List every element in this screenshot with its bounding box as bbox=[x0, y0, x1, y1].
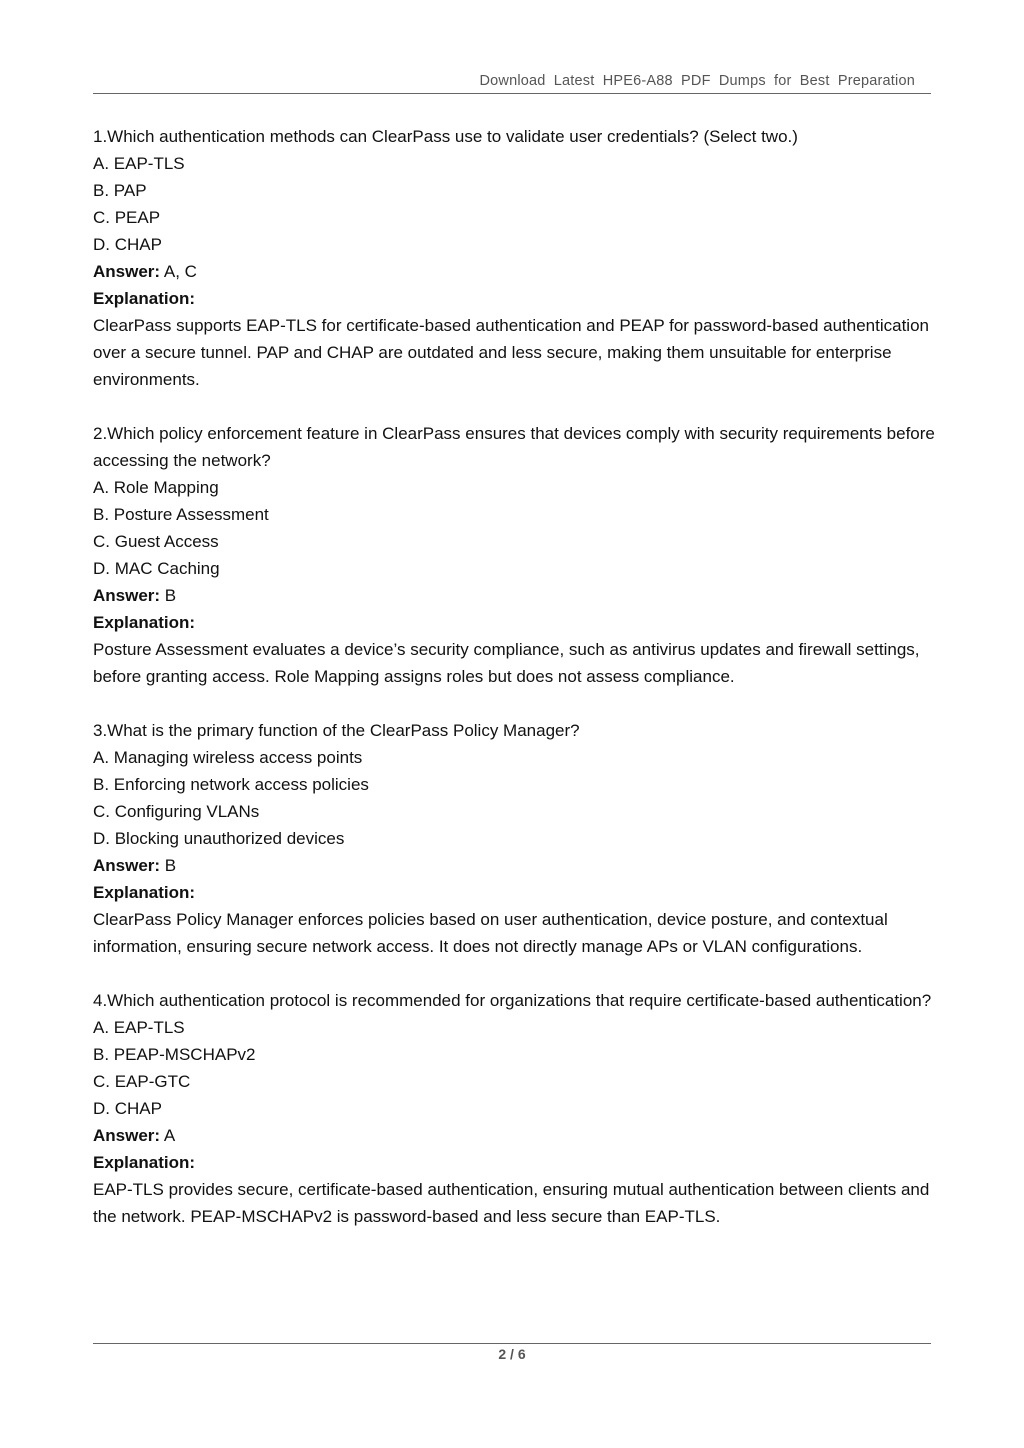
explanation-label: Explanation: bbox=[93, 883, 196, 902]
option-a: A. EAP-TLS bbox=[93, 1018, 185, 1037]
option-b: B. Enforcing network access policies bbox=[93, 775, 369, 794]
footer-divider bbox=[93, 1343, 931, 1344]
page-number: 2 / 6 bbox=[498, 1346, 526, 1362]
option-b: B. PEAP-MSCHAPv2 bbox=[93, 1045, 256, 1064]
question-block bbox=[93, 987, 935, 1230]
answer-line bbox=[93, 852, 935, 879]
explanation-text: EAP-TLS provides secure, certificate-based authentication, ensuring mutual authentication between clients and the network. PEAP-MSCHAPv2 is password-based and less secure than EAP-TLS. bbox=[93, 1180, 930, 1226]
answer-line bbox=[93, 582, 935, 609]
option-d: D. MAC Caching bbox=[93, 559, 220, 578]
question-block bbox=[93, 123, 935, 393]
header-divider bbox=[93, 93, 931, 94]
option-a: A. EAP-TLS bbox=[93, 154, 185, 173]
question-list bbox=[93, 123, 935, 1257]
option-a: A. Role Mapping bbox=[93, 478, 219, 497]
explanation-text: ClearPass Policy Manager enforces policies based on user authentication, device posture, and contextual information, ensuring secure network access. It does not directly manage APs or VLAN configurations. bbox=[93, 910, 888, 956]
answer-value: A bbox=[160, 1126, 176, 1145]
option-b: B. PAP bbox=[93, 181, 147, 200]
option-d: D. CHAP bbox=[93, 1099, 162, 1118]
option-c: C. Configuring VLANs bbox=[93, 802, 260, 821]
explanation-text: Posture Assessment evaluates a device’s security compliance, such as antivirus updates and firewall settings, before granting access. Role Mapping assigns roles but does not assess compliance. bbox=[93, 640, 920, 686]
answer-label: Answer: bbox=[93, 586, 161, 605]
answer-label: Answer: bbox=[93, 262, 161, 281]
option-b: B. Posture Assessment bbox=[93, 505, 269, 524]
option-d: D. CHAP bbox=[93, 235, 162, 254]
option-c: C. Guest Access bbox=[93, 532, 219, 551]
answer-label: Answer: bbox=[93, 1126, 161, 1145]
answer-line bbox=[93, 1122, 935, 1149]
option-a: A. Managing wireless access points bbox=[93, 748, 363, 767]
explanation-label: Explanation: bbox=[93, 613, 196, 632]
answer-value: B bbox=[160, 856, 177, 875]
explanation-text: ClearPass supports EAP-TLS for certificate-based authentication and PEAP for password-based authentication over a secure tunnel. PAP and CHAP are outdated and less secure, making them unsuitable for enterprise environments. bbox=[93, 316, 929, 389]
option-c: C. PEAP bbox=[93, 208, 161, 227]
question-text: 4.Which authentication protocol is recommended for organizations that require certificate-based authentication? bbox=[93, 991, 932, 1010]
explanation-label: Explanation: bbox=[93, 289, 196, 308]
question-text: 2.Which policy enforcement feature in ClearPass ensures that devices comply with security requirements before accessing the network? bbox=[93, 424, 935, 470]
answer-line bbox=[93, 258, 935, 285]
answer-value: A, C bbox=[160, 262, 197, 281]
answer-value: B bbox=[160, 586, 177, 605]
option-c: C. EAP-GTC bbox=[93, 1072, 191, 1091]
question-block bbox=[93, 420, 935, 690]
answer-label: Answer: bbox=[93, 856, 161, 875]
page-header-text: Download Latest HPE6-A88 PDF Dumps for Best Preparation bbox=[479, 73, 915, 89]
question-block bbox=[93, 717, 935, 960]
option-d: D. Blocking unauthorized devices bbox=[93, 829, 345, 848]
question-text: 1.Which authentication methods can ClearPass use to validate user credentials? (Select two.) bbox=[93, 127, 798, 146]
question-text: 3.What is the primary function of the ClearPass Policy Manager? bbox=[93, 721, 580, 740]
explanation-label: Explanation: bbox=[93, 1153, 196, 1172]
